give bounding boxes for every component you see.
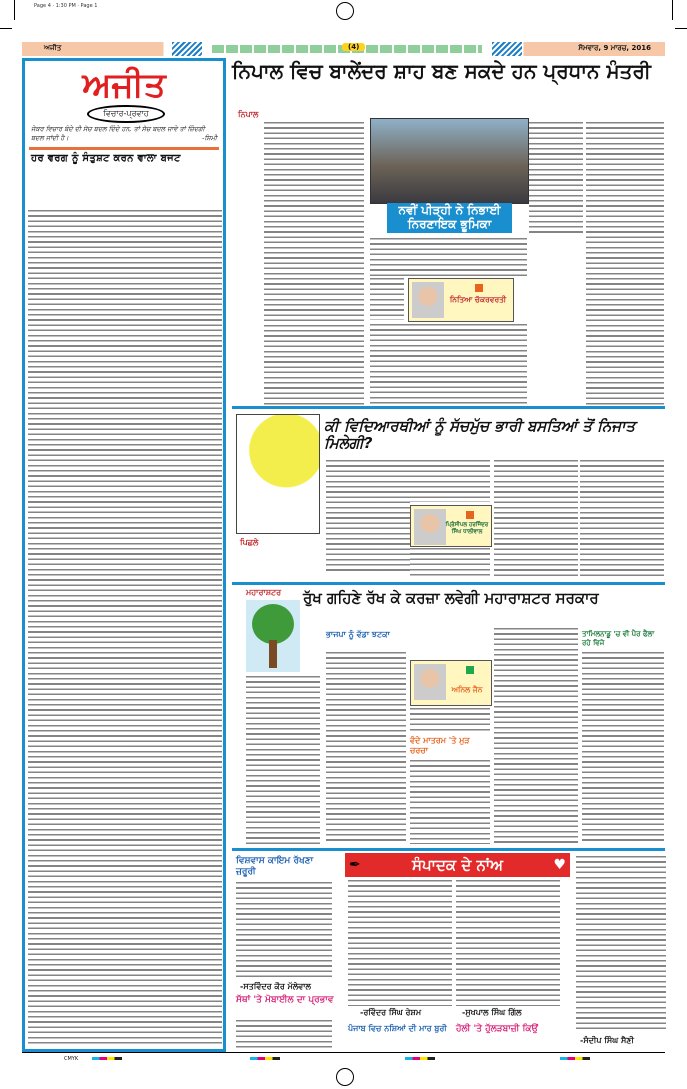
editorial-title: ਹਰ ਵਰਗ ਨੂੰ ਸੰਤੁਸ਼ਟ ਕਰਨ ਵਾਲਾ ਬਜਟ xyxy=(31,153,181,164)
color-swatch xyxy=(250,1057,280,1060)
quote-text: ਜੇਕਰ ਵਿਚਾਰ ਬੰਦੇ ਦੀ ਸੋਚ ਬਦਲ ਦਿੰਦੇ ਹਨ, ਤਾਂ ਸੋਚ ਬਦਲ ਜਾਵੇ ਤਾਂ ਜ਼ਿੰਦਗੀ ਬਦਲ ਜਾਂਦੀ ਹੈ। xyxy=(31,125,205,142)
letter-title: ਵਿਸ਼ਵਾਸ ਕਾਇਮ ਰੱਖਣਾ ਜ਼ਰੂਰੀ xyxy=(236,856,314,877)
decor-square xyxy=(475,284,483,292)
cartoon-illustration xyxy=(236,414,320,534)
letter-title: ਹੋਲੀ 'ਤੇ ਹੁੱਲੜਬਾਜ਼ੀ ਕਿਉਂ xyxy=(456,1024,539,1034)
divider xyxy=(232,848,665,851)
heart-icon: ♥ xyxy=(553,857,566,873)
color-swatch xyxy=(405,1057,435,1060)
letter-signature: -ਰਵਿੰਦਰ ਸਿੰਘ ਰੇਸ਼ਮ xyxy=(360,1008,422,1017)
story2-kicker: ਪਿਛਲੇ xyxy=(240,538,259,547)
decor-stripe xyxy=(172,42,202,56)
body-text xyxy=(494,628,578,844)
divider xyxy=(232,582,665,585)
author-name: ਪ੍ਰਿੰਸੀਪਲ ਹਰਜਿੰਦਰ ਸਿੰਘ ਧਾਲੀਵਾਲ xyxy=(445,522,489,535)
tree-illustration xyxy=(246,600,300,672)
page-number: (4) xyxy=(342,43,365,51)
body-text xyxy=(494,460,578,576)
page-header xyxy=(22,42,665,56)
crop-mark xyxy=(672,0,673,20)
section-name: ਅਜੀਤ xyxy=(44,44,62,52)
author-photo xyxy=(412,282,444,318)
body-text xyxy=(326,460,410,574)
divider xyxy=(29,147,219,150)
body-text xyxy=(410,548,490,578)
issue-date: ਸੋਮਵਾਰ, 9 ਮਾਰਚ, 2016 xyxy=(578,44,651,52)
author-box xyxy=(410,660,492,706)
story3-subhead: ਭਾਜਪਾ ਨੂੰ ਵੱਡਾ ਝਟਕਾ xyxy=(326,630,390,639)
body-text xyxy=(326,652,406,844)
author-name: ਨਿਤਿਆ ਚੱਕਰਵਰਤੀ xyxy=(449,295,507,304)
body-text xyxy=(580,460,664,576)
body-text xyxy=(236,882,332,978)
decor-stripe xyxy=(492,42,522,56)
crop-mark xyxy=(14,0,15,20)
letter-signature: -ਸਤਵਿੰਦਰ ਕੌਰ ਮੱਲੇਵਾਲ xyxy=(240,982,311,991)
print-slug: Page 4 · 1:30 PM · Page 1 xyxy=(34,3,98,9)
body-text xyxy=(410,708,490,732)
letters-banner-title: ਸੰਪਾਦਕ ਦੇ ਨਾਂਅ xyxy=(411,856,503,874)
decor-square xyxy=(466,666,474,674)
body-text xyxy=(370,238,527,276)
body-text xyxy=(529,122,583,236)
registration-mark xyxy=(336,2,354,20)
quote xyxy=(31,125,217,143)
story1-headline: ਨਿਪਾਲ ਵਿਚ ਬਾਲੇਂਦਰ ਸ਼ਾਹ ਬਣ ਸਕਦੇ ਹਨ ਪ੍ਰਧਾਨ ਮੰਤਰੀ xyxy=(232,59,651,83)
crop-mark xyxy=(675,28,687,29)
story2-headline: ਕੀ ਵਿਦਿਆਰਥੀਆਂ ਨੂੰ ਸੱਚਮੁੱਚ ਭਾਰੀ ਬਸਤਿਆਂ ਤੋਂ ਨਿਜਾਤ ਮਿਲੇਗੀ? xyxy=(324,417,636,452)
letter-signature: -ਸੰਦੀਪ ਸਿੰਘ ਸੈਣੀ xyxy=(580,1036,634,1045)
tree-canopy xyxy=(252,604,294,644)
color-swatch xyxy=(560,1057,590,1060)
section-tag: ਵਿਚਾਰ-ਪ੍ਰਵਾਹ xyxy=(87,105,165,123)
pen-icon: ✒ xyxy=(349,857,361,873)
letters-banner xyxy=(345,853,570,877)
body-text xyxy=(264,122,364,406)
decor-square xyxy=(466,511,474,519)
body-text xyxy=(582,652,664,844)
story3-headline: ਰੁੱਖ ਗਹਿਣੇ ਰੱਖ ਕੇ ਕਰਜ਼ਾ ਲਵੇਗੀ ਮਹਾਰਾਸ਼ਟਰ ਸਰਕਾਰ xyxy=(303,589,599,607)
color-swatch xyxy=(92,1057,122,1060)
story3-subhead: ਵੰਦੇ ਮਾਤਰਮ 'ਤੇ ਮੁੜ ਚਰਚਾ xyxy=(410,736,470,755)
body-text xyxy=(236,1020,332,1048)
divider xyxy=(232,406,665,409)
letter-title: ਸੱਥਾਂ 'ਤੇ ਮੋਬਾਈਲ ਦਾ ਪ੍ਰਭਾਵ xyxy=(236,995,334,1005)
author-box xyxy=(410,505,492,547)
masthead-logo: ਅਜੀਤ xyxy=(82,65,166,105)
story3-subhead: ਤਾਮਿਲਨਾਡੂ 'ਚ ਵੀ ਪੈਰ ਫੈਲਾ ਰਹੇ ਵਿਜੇ xyxy=(582,630,655,647)
crop-mark xyxy=(0,28,12,29)
story1-kicker: ਨਿਪਾਲ xyxy=(238,110,259,119)
author-box xyxy=(408,278,514,322)
body-text xyxy=(576,856,666,1032)
story3-kicker: ਮਹਾਰਾਸ਼ਟਰ xyxy=(246,588,282,597)
body-text xyxy=(410,460,490,502)
author-photo xyxy=(414,664,446,700)
footer-rule xyxy=(22,1052,665,1053)
body-text xyxy=(370,324,527,406)
story1-highlight: ਨਵੀਂ ਪੀੜ੍ਹੀ ਨੇ ਨਿਭਾਈ ਨਿਰਣਾਇਕ ਭੂਮਿਕਾ xyxy=(387,203,512,233)
body-text xyxy=(246,676,320,844)
tree-trunk xyxy=(269,640,277,668)
quote-author: -ਸਿਮੀ xyxy=(201,134,217,142)
author-photo xyxy=(414,509,446,545)
news-photo xyxy=(370,118,529,204)
letter-title: ਪੰਜਾਬ ਵਿਚ ਨਸ਼ਿਆਂ ਦੀ ਮਾਰ ਬੁਰੀ xyxy=(348,1024,447,1033)
body-text xyxy=(456,880,560,1006)
registration-mark xyxy=(336,1068,354,1086)
body-text xyxy=(410,760,490,844)
color-mark: CMYK xyxy=(64,1056,79,1062)
body-text xyxy=(370,278,404,320)
editorial-column xyxy=(22,58,226,1052)
body-text xyxy=(348,880,452,1006)
body-text xyxy=(586,122,664,406)
author-name: ਅਨਿਲ ਜੈਨ xyxy=(451,685,483,694)
letter-signature: -ਸੁਖਪਾਲ ਸਿੰਘ ਗਿੱਲ xyxy=(462,1008,522,1017)
